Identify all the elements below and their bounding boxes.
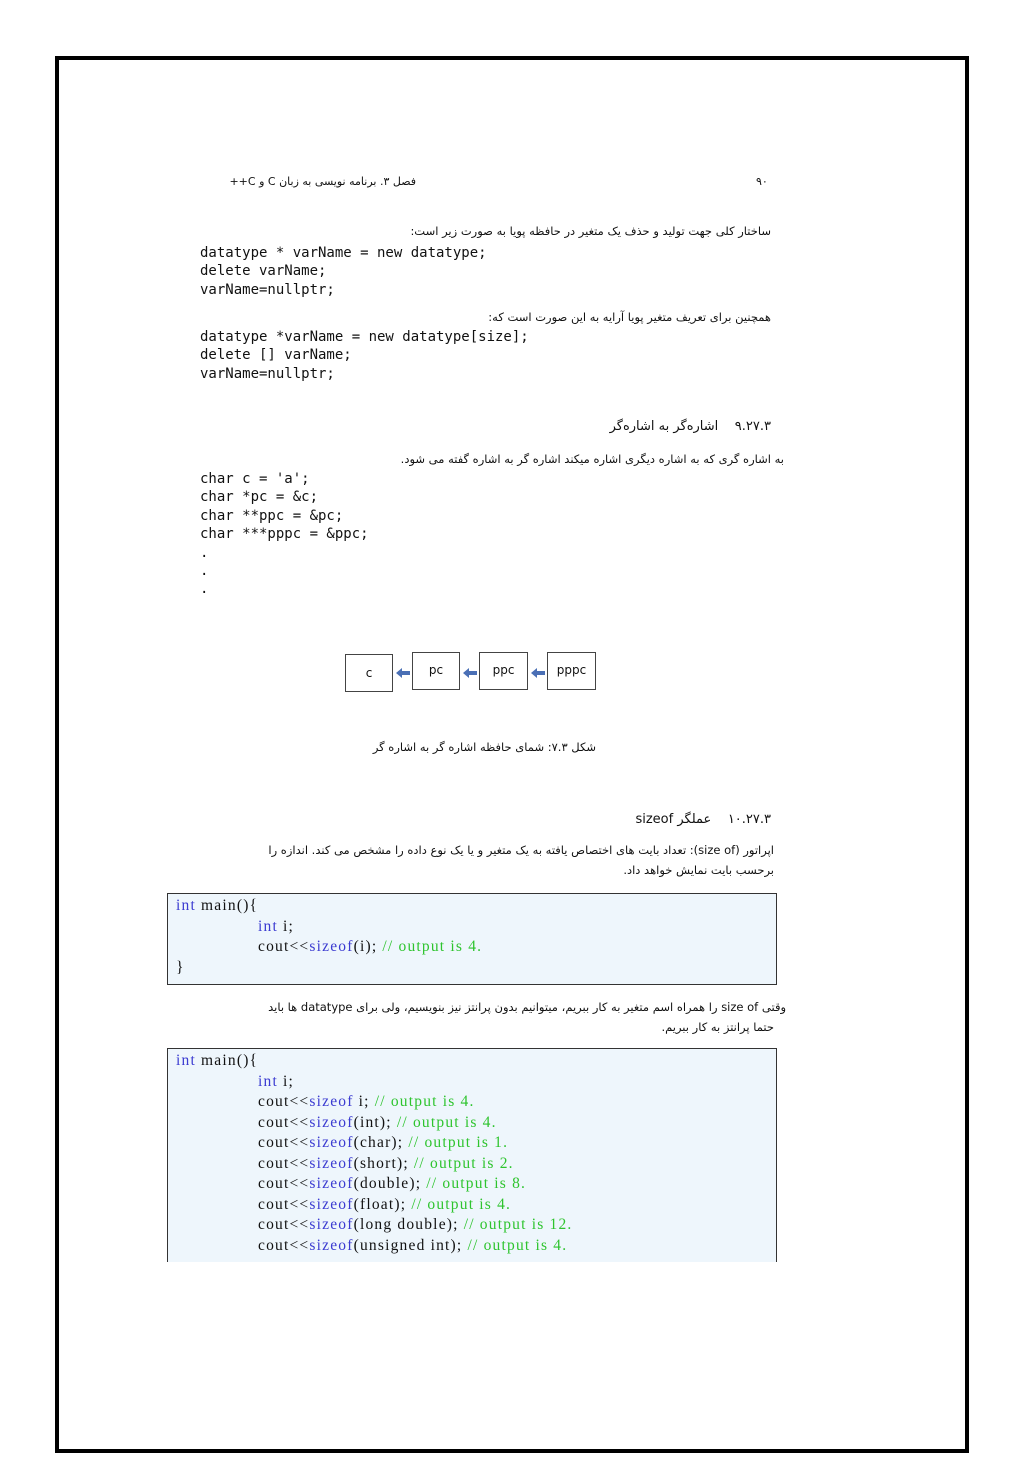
dynamic-code: datatype * varName = new datatype; delete varName; varName=nullptr;: [200, 245, 487, 298]
code-line: int main(){: [176, 897, 259, 914]
box-ppc: ppc: [479, 652, 528, 690]
code-line: cout<<sizeof(unsigned int); // output is 4.: [258, 1236, 568, 1254]
code-line: cout<<sizeof(short); // output is 2.: [258, 1154, 514, 1172]
code-line: cout<<sizeof(i); // output is 4.: [258, 938, 483, 955]
arrow-left-icon: [463, 668, 477, 678]
chapter-header: فصل ۳. برنامه نویسی به زبان C و C++: [229, 175, 416, 188]
sizeof-text2-line1: وقتی size of را همراه اسم متغیر به کار ببریم، میتوانیم بدون پرانتز نیز بنویسیم، ولی برای datatype ها باید: [268, 1000, 786, 1014]
page-number: ۹۰: [756, 175, 768, 188]
section-heading-pointer: ۹.۲۷.۳ اشاره‌گر به اشاره‌گر: [609, 419, 771, 434]
sizeof-text-line2: برحسب بایت نمایش خواهد داد.: [623, 863, 774, 877]
code-listing-1: [167, 893, 777, 985]
code-line: cout<<sizeof i; // output is 4.: [258, 1093, 475, 1110]
arrow-left-icon: [396, 668, 410, 678]
pointer-code: char c = 'a'; char *pc = &c; char **ppc = &pc; char ***pppc = &ppc; . . .: [200, 471, 369, 598]
dynamic-intro-text: ساختار کلی جهت تولید و حذف یک متغیر در حافظه پویا به صورت زیر است:: [410, 224, 771, 238]
code-line: cout<<sizeof(long double); // output is 12.: [258, 1216, 573, 1233]
section-heading-sizeof: ۱۰.۲۷.۳ عملگر sizeof: [635, 812, 771, 827]
pointer-text: به اشاره گری که به اشاره دیگری اشاره میکند اشاره گر به اشاره گفته می شود.: [400, 452, 784, 466]
arrow-left-icon: [531, 668, 545, 678]
code-line: int main(){: [176, 1052, 259, 1069]
sizeof-text-line1: اپراتور (size of): تعداد بایت های اختصاص یافته به یک متغیر و یا یک نوع داده را مشخص می کند. اندازه را: [268, 843, 774, 857]
code-line: cout<<sizeof(double); // output is 8.: [258, 1175, 527, 1192]
code-line: cout<<sizeof(float); // output is 4.: [258, 1195, 512, 1213]
code-listing-2: [167, 1048, 777, 1262]
box-c: c: [345, 654, 393, 692]
code-line: int i;: [258, 917, 295, 935]
box-pc: pc: [412, 652, 460, 690]
box-pppc: pppc: [547, 652, 596, 690]
array-intro-text: همچنین برای تعریف متغیر پویا آرایه به این صورت است که:: [488, 310, 771, 324]
figure-caption: شکل ۷.۳: شمای حافظه اشاره گر به اشاره گر: [372, 740, 596, 754]
code-line: cout<<sizeof(int); // output is 4.: [258, 1113, 497, 1131]
code-line: }: [176, 958, 185, 976]
sizeof-text2-line2: حتما پرانتز به کار ببریم.: [661, 1020, 774, 1034]
code-line: cout<<sizeof(char); // output is 1.: [258, 1134, 509, 1151]
code-line: int i;: [258, 1072, 295, 1090]
array-code: datatype *varName = new datatype[size]; delete [] varName; varName=nullptr;: [200, 329, 529, 382]
